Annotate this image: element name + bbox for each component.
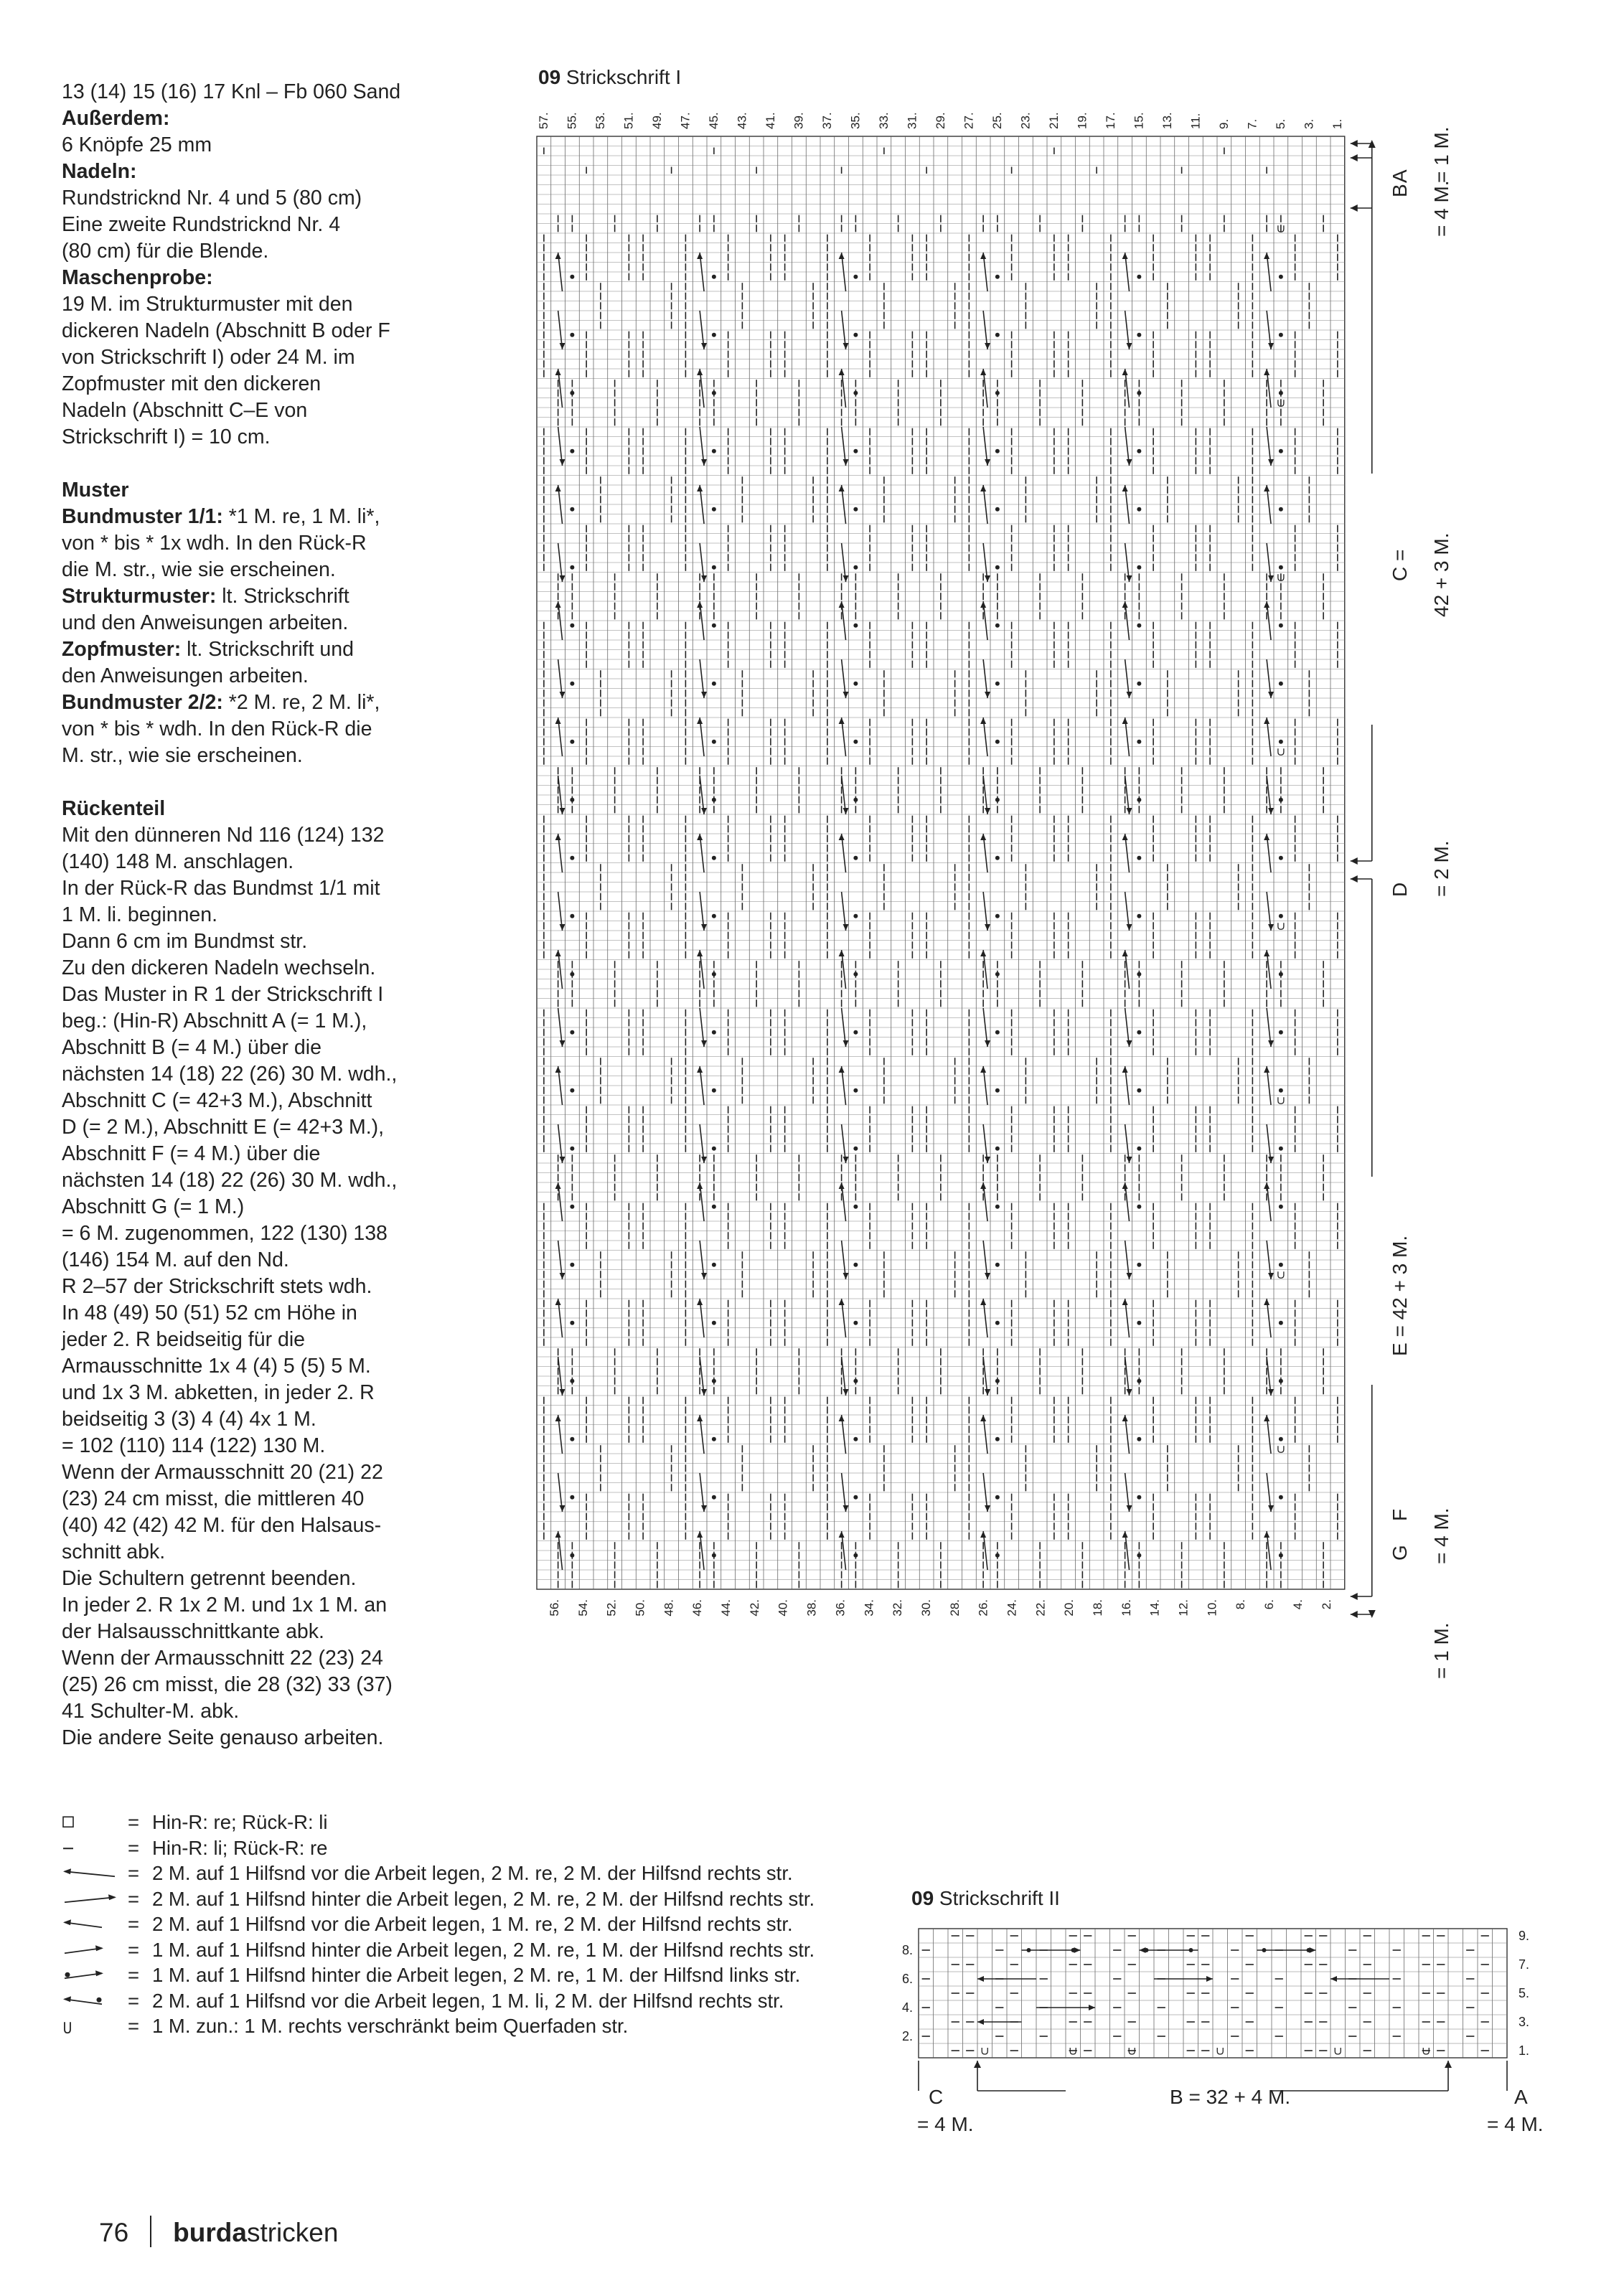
row-number: 41.: [763, 112, 777, 129]
page-number: 76: [99, 2218, 129, 2247]
rueckenteil-heading: Rückenteil: [62, 797, 166, 820]
row-number: 53.: [593, 112, 607, 129]
row-number: 27.: [962, 112, 976, 129]
chart1-top-row-numbers: [537, 112, 1344, 129]
section-g-eq: = 1 M.: [1430, 1622, 1452, 1679]
section-a-letter: A: [1389, 169, 1411, 183]
row-number: 33.: [876, 112, 891, 129]
cable-left-purl-arrow-icon: [62, 1988, 119, 2014]
muster-item: Bundmuster 2/2: *2 M. re, 2 M. li*, von * bis * wdh. In den Rück-R die M. str., wie sie erscheinen.: [62, 691, 380, 767]
chart1-grid: [537, 136, 1345, 1589]
cable-left-arrow-icon: [62, 1860, 119, 1886]
ausserdem-text: 6 Knöpfe 25 mm: [62, 133, 212, 156]
row-number: 55.: [565, 112, 579, 129]
row-number: 30.: [919, 1599, 933, 1617]
row-number: 44.: [719, 1599, 733, 1617]
row-number: 25.: [990, 112, 1004, 129]
row-number: 51.: [621, 112, 636, 129]
row-number: 2.: [1319, 1599, 1333, 1610]
knitting-chart-1: [531, 100, 1493, 1700]
muster-heading: Muster: [62, 479, 129, 502]
row-number: 31.: [905, 112, 919, 129]
section-b-letter: B: [1389, 184, 1411, 197]
row-number: 21.: [1046, 112, 1061, 129]
row-number: 6.: [1262, 1599, 1277, 1610]
row-number: 10.: [1205, 1599, 1219, 1617]
row-number: 52.: [604, 1599, 619, 1617]
cable-right-purl-arrow-icon: [62, 1962, 119, 1988]
page-footer: [99, 2216, 338, 2248]
cable-right-arrow-icon: [62, 1886, 119, 1912]
row-number: 54.: [576, 1599, 590, 1617]
row-number: 3.: [1519, 2015, 1530, 2029]
row-number: 34.: [862, 1599, 876, 1617]
row-number: 40.: [776, 1599, 790, 1617]
row-number: 17.: [1103, 112, 1117, 129]
cable-left-short-arrow-icon: [62, 1911, 119, 1937]
row-number: 29.: [933, 112, 947, 129]
row-number: 5.: [1273, 118, 1287, 129]
section-d-letter: D: [1389, 882, 1411, 897]
instructions-column: [62, 79, 435, 1751]
chart1-title: 09 Strickschrift I: [538, 66, 682, 88]
square-symbol-icon: [62, 1810, 119, 1835]
row-number: 24.: [1005, 1599, 1019, 1617]
section-b-eq: = 4 M.: [1430, 180, 1452, 237]
row-number: 50.: [633, 1599, 647, 1617]
row-number: 19.: [1075, 112, 1089, 129]
section-e-label: E = 42 + 3 M.: [1389, 1235, 1411, 1356]
row-number: 56.: [548, 1599, 561, 1617]
section-c-eq: 42 + 3 M.: [1430, 532, 1452, 617]
row-number: 49.: [649, 112, 664, 129]
row-number: 9.: [1216, 118, 1231, 129]
row-number: 20.: [1062, 1599, 1076, 1617]
chart2-grid: [919, 1929, 1507, 2058]
row-number: 35.: [848, 112, 863, 129]
row-number: 16.: [1119, 1599, 1133, 1617]
row-number: 32.: [891, 1599, 905, 1617]
ausserdem-heading: Außerdem:: [62, 107, 170, 130]
section-a-letter: A: [1514, 2086, 1528, 2108]
row-number: 1.: [1330, 118, 1344, 129]
row-number: 42.: [747, 1599, 761, 1617]
section-f-letter: F: [1389, 1508, 1411, 1521]
row-number: 3.: [1302, 118, 1316, 129]
row-number: 48.: [662, 1599, 676, 1617]
section-c-letter: C: [929, 2086, 944, 2108]
section-b-label: B = 32 + 4 M.: [1170, 2086, 1291, 2108]
cable-right-short-arrow-icon: [62, 1937, 119, 1963]
row-number: 57.: [537, 112, 550, 129]
row-number: 8.: [1234, 1599, 1248, 1610]
row-number: 2.: [901, 2029, 913, 2043]
maschenprobe-heading: Maschenprobe:: [62, 266, 213, 289]
row-number: 13.: [1160, 112, 1174, 129]
row-number: 1.: [1519, 2043, 1530, 2058]
row-number: 45.: [706, 112, 721, 129]
row-number: 47.: [678, 112, 693, 129]
section-a-eq: = 1 M.: [1430, 126, 1452, 183]
row-number: 36.: [833, 1599, 848, 1617]
row-number: 8.: [901, 1943, 913, 1957]
row-number: 7.: [1519, 1957, 1530, 1972]
row-number: 38.: [804, 1599, 819, 1617]
row-number: 9.: [1519, 1929, 1530, 1943]
section-c-letter: C =: [1389, 549, 1411, 581]
section-d-eq: = 2 M.: [1430, 840, 1452, 897]
row-number: 12.: [1176, 1599, 1191, 1617]
row-number: 11.: [1188, 113, 1203, 129]
section-g-letter: G: [1389, 1545, 1411, 1561]
nadeln-text: Rundstricknd Nr. 4 und 5 (80 cm) Eine zweite Rundstricknd Nr. 4 (80 cm) für die Blende.: [62, 187, 362, 263]
row-number: 37.: [820, 112, 834, 129]
yarn-line: 13 (14) 15 (16) 17 Knl – Fb 060 Sand: [62, 80, 401, 103]
row-number: 39.: [792, 112, 806, 129]
row-number: 15.: [1132, 112, 1146, 129]
row-number: 6.: [901, 1972, 913, 1986]
section-f-eq: = 4 M.: [1430, 1507, 1452, 1564]
brand-logo: burdastricken: [173, 2218, 339, 2247]
knitting-chart-2: [890, 1916, 1593, 2145]
muster-item: Bundmuster 1/1: *1 M. re, 1 M. li*, von * bis * 1x wdh. In den Rück-R die M. str., wie sie erscheinen.: [62, 505, 380, 581]
row-number: 43.: [735, 112, 749, 129]
section-a-eq: = 4 M.: [1487, 2113, 1544, 2135]
muster-item: Strukturmuster: lt. Strickschrift und den Anweisungen arbeiten.: [62, 585, 349, 634]
row-number: 23.: [1018, 112, 1033, 129]
row-number: 26.: [976, 1599, 990, 1617]
row-number: 46.: [690, 1599, 705, 1617]
nadeln-heading: Nadeln:: [62, 160, 137, 183]
muster-item: Zopfmuster: lt. Strickschrift und den Anweisungen arbeiten.: [62, 638, 354, 687]
row-number: 4.: [901, 2000, 913, 2015]
row-number: 14.: [1147, 1599, 1162, 1617]
row-number: 28.: [947, 1599, 962, 1617]
chart1-section-annotations: [1351, 126, 1452, 1679]
section-c-eq: = 4 M.: [917, 2113, 974, 2135]
rueckenteil-text: Mit den dünneren Nd 116 (124) 132 (140) 148 M. anschlagen. In der Rück-R das Bundmst 1/1 mit 1 M. li. beginnen. Dann 6 cm im Bundmst str. Zu den dickeren Nadeln wechseln. Das Muster in R 1 der Strickschrift I beg.: (Hin-R) Abschnitt A (= 1 M.), Abschnitt B (= 4 M.) über die nächsten 14 (18) 22 (26) 30 M. wdh., Abschnitt C (= 42+3 M.), Abschnitt D (= 2 M.), Abschnitt E (= 42+3 M.), Abschnitt F (= 4 M.) über die nächsten 14 (18) 22 (26) 30 M. wdh., Abschnitt G (= 1 M.) = 6 M. zugenommen, 122 (130) 138 (146) 154 M. auf den Nd. R 2–57 der Strickschrift stets wdh. In 48 (49) 50 (51) 52 cm Höhe in jeder 2. R beidseitig für die Armausschnitte 1x 4 (4) 5 (5) 5 M. und 1x 3 M. abketten, in jeder 2. R beidseitig 3 (3) 4 (4) 4x 1 M. = 102 (110) 114 (122) 130 M. Wenn der Armausschnitt 20 (21) 22 (23) 24 cm misst, die mittleren 40 (40) 42 (42) 42 M. für den Halsaus- schnitt abk. Die Schultern getrennt beenden. In jeder 2. R 1x 2 M. und 1x 1 M. an der Halsausschnittkante abk. Wenn der Armausschnitt 22 (23) 24 (25) 26 cm misst, die 28 (32) 33 (37) 41 Schulter-M. abk. Die andere Seite genauso arbeiten.: [62, 824, 398, 1749]
row-number: 7.: [1245, 118, 1259, 129]
chart1-bottom-row-numbers: [548, 1599, 1333, 1617]
increase-u-icon: [62, 2013, 119, 2039]
row-number: 18.: [1091, 1599, 1105, 1617]
chart2-section-annotations: [917, 2086, 1544, 2135]
row-number: 4.: [1290, 1599, 1305, 1610]
dash-symbol-icon: [62, 1835, 119, 1861]
row-number: 22.: [1033, 1599, 1048, 1617]
row-number: 5.: [1519, 1986, 1530, 2000]
maschenprobe-text: 19 M. im Strukturmuster mit den dickeren Nadeln (Abschnitt B oder F von Strickschrift I) oder 24 M. im Zopfmuster mit den dickeren Nadeln (Abschnitt C–E von Strickschrift I) = 10 cm.: [62, 293, 390, 448]
footer-divider: [150, 2216, 151, 2247]
chart2-title: 09 Strickschrift II: [911, 1887, 1060, 1909]
